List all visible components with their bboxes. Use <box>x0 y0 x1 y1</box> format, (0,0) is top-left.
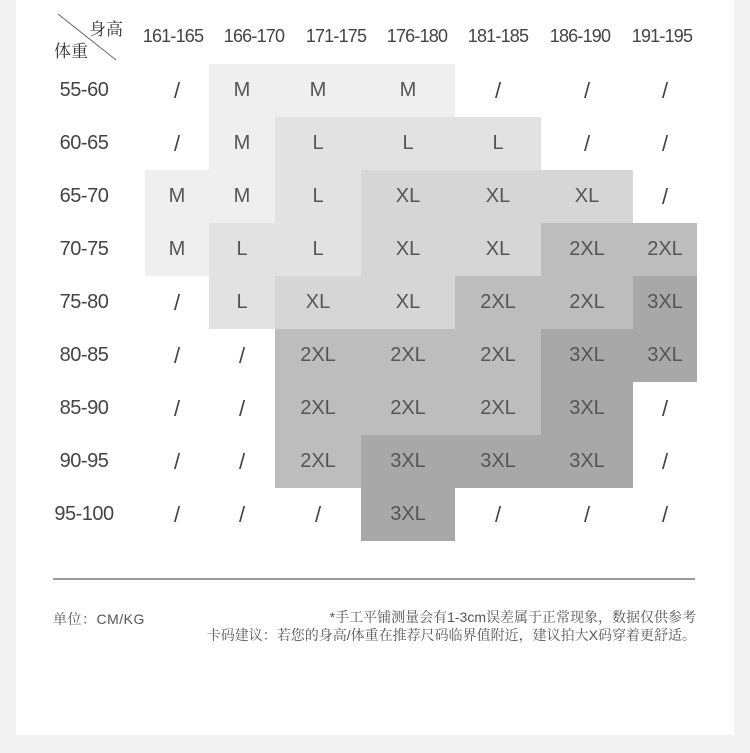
size-cell: 2XL <box>361 382 455 435</box>
column-header-height: 171-175 <box>305 26 367 46</box>
size-cell: M <box>275 64 361 117</box>
size-cell: M <box>209 170 275 223</box>
size-cell: L <box>275 117 361 170</box>
size-cell: / <box>633 435 697 488</box>
size-cell: / <box>633 488 697 541</box>
column-header-height: 166-170 <box>223 26 285 46</box>
column-header-height: 181-185 <box>467 26 529 46</box>
footnote-line-2: 卡码建议：若您的身高/体重在推荐尺码临界值附近，建议拍大X码穿着更舒适。 <box>206 627 696 643</box>
size-cell: / <box>209 382 275 435</box>
column-header-height: 191-195 <box>631 26 693 46</box>
size-cell: 2XL <box>275 382 361 435</box>
size-cell: L <box>209 223 275 276</box>
size-cell: 3XL <box>541 382 633 435</box>
size-cell: M <box>209 117 275 170</box>
size-cell: / <box>633 64 697 117</box>
row-header-weight: 60-65 <box>59 132 109 154</box>
size-cell: / <box>275 488 361 541</box>
size-cell: 2XL <box>455 329 541 382</box>
row-header-weight: 55-60 <box>59 79 109 101</box>
size-cell: L <box>275 170 361 223</box>
size-cell: 2XL <box>541 223 633 276</box>
size-cell: XL <box>455 170 541 223</box>
column-header-height: 186-190 <box>549 26 611 46</box>
size-cell: / <box>145 276 209 329</box>
footnote <box>207 608 696 644</box>
size-cell: / <box>633 117 697 170</box>
size-cell: 2XL <box>275 435 361 488</box>
size-cell: / <box>145 329 209 382</box>
size-cell: / <box>145 382 209 435</box>
size-cell: 3XL <box>541 435 633 488</box>
column-header-height: 161-165 <box>142 26 204 46</box>
size-cell: 3XL <box>361 435 455 488</box>
row-header-weight: 70-75 <box>59 238 109 260</box>
footnote-line-1: *手工平铺测量会有1-3cm误差属于正常现象，数据仅供参考 <box>329 609 696 625</box>
weight-axis-label: 体重 <box>54 42 88 61</box>
size-cell: / <box>633 382 697 435</box>
size-cell: M <box>209 64 275 117</box>
size-cell: / <box>145 64 209 117</box>
height-axis-label: 身高 <box>89 20 123 39</box>
size-cell: 2XL <box>275 329 361 382</box>
unit-label: 单位：CM/KG <box>53 611 145 627</box>
size-cell: XL <box>455 223 541 276</box>
row-header-weight: 95-100 <box>54 503 114 525</box>
size-cell: / <box>145 117 209 170</box>
size-cell: 2XL <box>361 329 455 382</box>
size-cell: / <box>145 488 209 541</box>
size-cell: / <box>455 488 541 541</box>
size-cell: 3XL <box>633 276 697 329</box>
size-cell: / <box>541 488 633 541</box>
size-cell: 2XL <box>455 276 541 329</box>
column-header-height: 176-180 <box>386 26 448 46</box>
size-cell: XL <box>361 223 455 276</box>
row-header-weight: 65-70 <box>59 185 109 207</box>
size-cell: / <box>209 435 275 488</box>
size-cell: M <box>361 64 455 117</box>
size-cell: 3XL <box>633 329 697 382</box>
row-header-weight: 80-85 <box>59 344 109 366</box>
size-cell: 3XL <box>541 329 633 382</box>
size-cell: / <box>209 329 275 382</box>
size-cell: XL <box>361 170 455 223</box>
size-cell: / <box>455 64 541 117</box>
size-cell: 2XL <box>541 276 633 329</box>
size-cell: L <box>361 117 455 170</box>
divider-line <box>53 578 695 580</box>
size-cell: XL <box>361 276 455 329</box>
row-header-weight: 90-95 <box>59 450 109 472</box>
size-cell: / <box>541 64 633 117</box>
size-cell: XL <box>275 276 361 329</box>
size-cell: L <box>455 117 541 170</box>
row-header-weight: 75-80 <box>59 291 109 313</box>
size-cell: M <box>145 223 209 276</box>
size-cell: 3XL <box>455 435 541 488</box>
size-cell: 2XL <box>633 223 697 276</box>
size-cell: / <box>145 435 209 488</box>
size-cell: 2XL <box>455 382 541 435</box>
size-cell: 3XL <box>361 488 455 541</box>
size-cell: L <box>209 276 275 329</box>
size-cell: / <box>209 488 275 541</box>
size-cell: L <box>275 223 361 276</box>
size-cell: / <box>633 170 697 223</box>
row-header-weight: 85-90 <box>59 397 109 419</box>
size-chart-card <box>16 0 734 735</box>
size-cell: / <box>541 117 633 170</box>
size-cell: M <box>145 170 209 223</box>
size-cell: XL <box>541 170 633 223</box>
